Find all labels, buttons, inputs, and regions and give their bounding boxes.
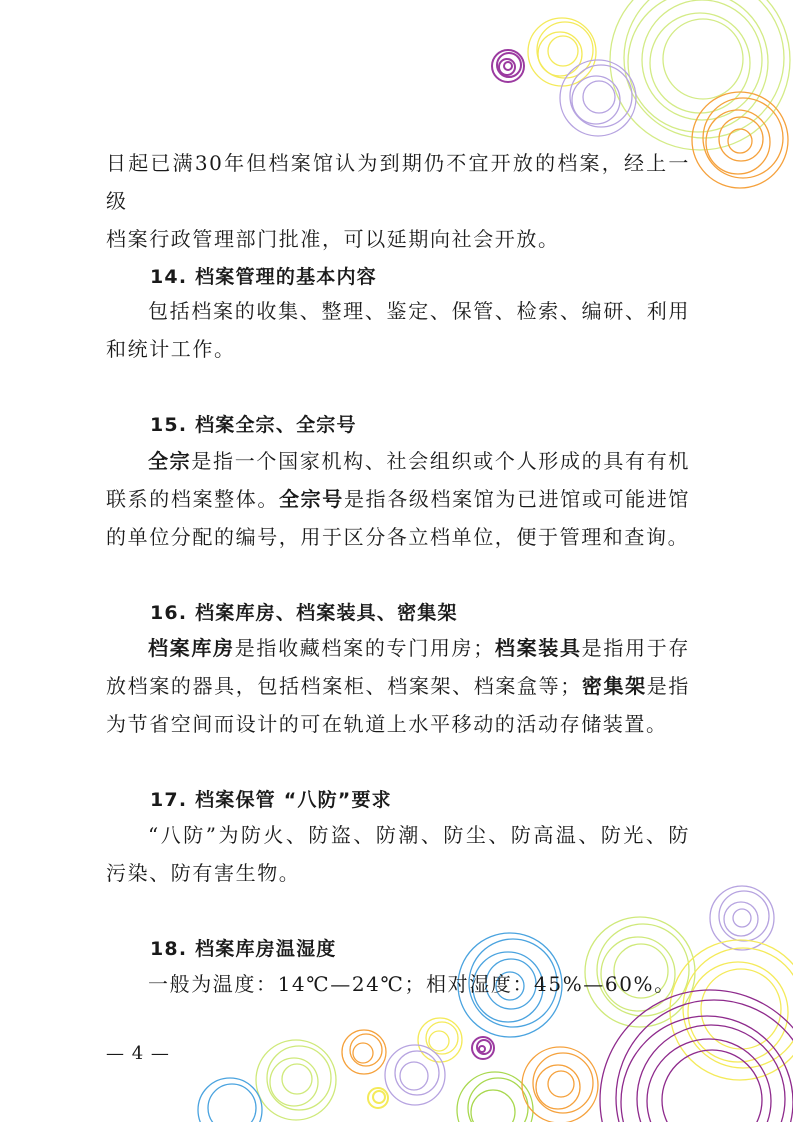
- section-18-body: 一般为温度：14℃—24℃；相对湿度：45%—60%。: [148, 972, 676, 996]
- section-17-body: “八防”为防火、防盗、防潮、防尘、防高温、防光、防污染、防有害生物。: [106, 823, 690, 885]
- section-14-body: 包括档案的收集、整理、鉴定、保管、检索、编研、利用和统计工作。: [106, 299, 690, 361]
- intro-line-1: 日起已满30年但档案馆认为到期仍不宜开放的档案，经上一级: [106, 151, 690, 213]
- term-quanzong: 全宗: [148, 449, 192, 473]
- section-15-body: [106, 442, 690, 556]
- term-archive-storeroom: 档案库房: [148, 636, 235, 660]
- section-16-body: [106, 629, 690, 743]
- term-compact-shelving: 密集架: [581, 674, 647, 698]
- section-17-heading: 17. 档案保管 “八防”要求: [150, 789, 392, 811]
- term-archive-equipment: 档案装具: [494, 636, 582, 660]
- definition-quanzonghao: 是指各级档案馆为已进馆或可能进馆的单位分配的编号，用于区分各立档单位，便于管理和查询。: [106, 487, 690, 549]
- section-14-heading: 14. 档案管理的基本内容: [150, 266, 377, 288]
- page-number: — 4 —: [106, 1043, 170, 1064]
- definition-archive-equipment: 是指用于存放档案的器具，包括档案柜、档案架、档案盒等；: [106, 636, 691, 698]
- section-15-heading: 15. 档案全宗、全宗号: [150, 414, 357, 436]
- definition-compact-shelving: 是指为节省空间而设计的可在轨道上水平移动的活动存储装置。: [106, 674, 690, 736]
- definition-quanzong: 是指一个国家机构、社会组织或个人形成的具有有机联系的档案整体。: [106, 449, 690, 511]
- section-16-heading: 16. 档案库房、档案装具、密集架: [150, 602, 458, 624]
- intro-line-2: 档案行政管理部门批准，可以延期向社会开放。: [106, 227, 560, 251]
- section-18-heading: 18. 档案库房温湿度: [150, 938, 337, 960]
- term-quanzonghao: 全宗号: [279, 487, 344, 511]
- intro-paragraph: [106, 144, 690, 258]
- definition-archive-storeroom: 是指收藏档案的专门用房；: [234, 636, 495, 660]
